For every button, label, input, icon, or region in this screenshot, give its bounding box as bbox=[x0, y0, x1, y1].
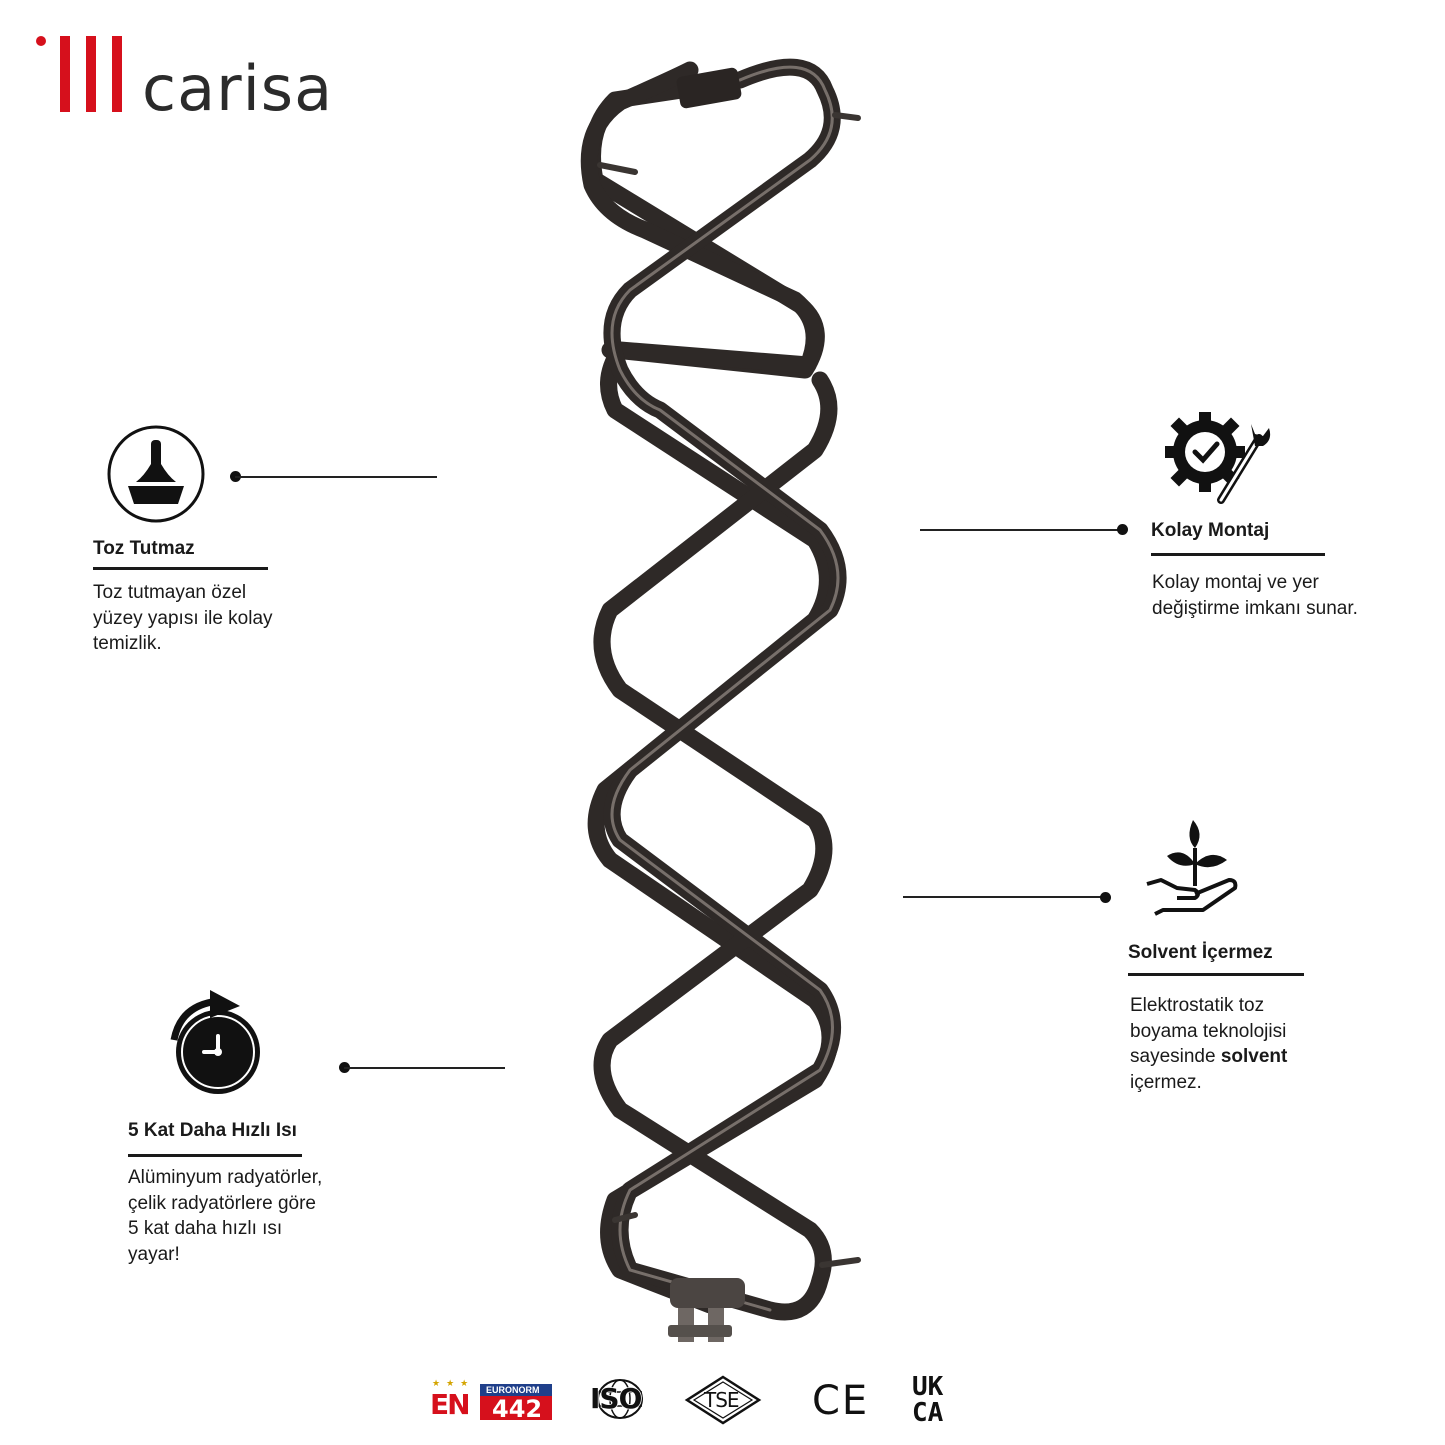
clock-arrow-icon bbox=[168, 988, 264, 1100]
feature-underline bbox=[128, 1154, 302, 1157]
feature-underline bbox=[93, 567, 268, 570]
plant-hand-icon bbox=[1143, 818, 1243, 918]
gear-wrench-icon bbox=[1163, 410, 1275, 506]
feature-title-toz-tutmaz: Toz Tutmaz bbox=[93, 538, 195, 559]
feature-title-hizli-isi: 5 Kat Daha Hızlı Isı bbox=[128, 1120, 297, 1141]
connector-dot bbox=[1100, 892, 1111, 903]
feature-underline bbox=[1128, 973, 1304, 976]
feature-title-kolay-montaj: Kolay Montaj bbox=[1151, 520, 1270, 541]
feature-desc-kolay-montaj: Kolay montaj ve yer değiştirme imkanı sunar. bbox=[1152, 572, 1358, 619]
ce-mark: CE bbox=[812, 1378, 870, 1424]
towel-radiator-image bbox=[560, 50, 880, 1360]
brush-icon bbox=[106, 424, 206, 524]
connector-line bbox=[344, 1067, 505, 1069]
connector-line bbox=[920, 529, 1122, 531]
feature-underline bbox=[1151, 553, 1325, 556]
logo-bars-icon bbox=[34, 34, 134, 116]
tse-badge: TSE bbox=[684, 1374, 762, 1426]
feature-desc-hizli-isi: Alüminyum radyatörler, çelik radyatörlere göre 5 kat daha hızlı ısı yayar! bbox=[128, 1167, 323, 1265]
connector-line bbox=[235, 476, 437, 478]
connector-line bbox=[903, 896, 1105, 898]
ukca-mark: UK CA bbox=[912, 1372, 944, 1428]
feature-desc-toz-tutmaz: Toz tutmayan özel yüzey yapısı ile kolay temizlik. bbox=[93, 582, 273, 654]
iso-badge: ISO bbox=[588, 1376, 652, 1422]
feature-desc-solvent: Elektrostatik toz boyama teknolojisi sayesinde solvent içermez. bbox=[1130, 995, 1288, 1093]
brand-name: carisa bbox=[142, 52, 334, 125]
connector-dot bbox=[1117, 524, 1128, 535]
en-euronorm-badge: ★★★ EN EURONORM 442 bbox=[430, 1378, 554, 1424]
feature-title-solvent: Solvent İçermez bbox=[1128, 942, 1273, 963]
